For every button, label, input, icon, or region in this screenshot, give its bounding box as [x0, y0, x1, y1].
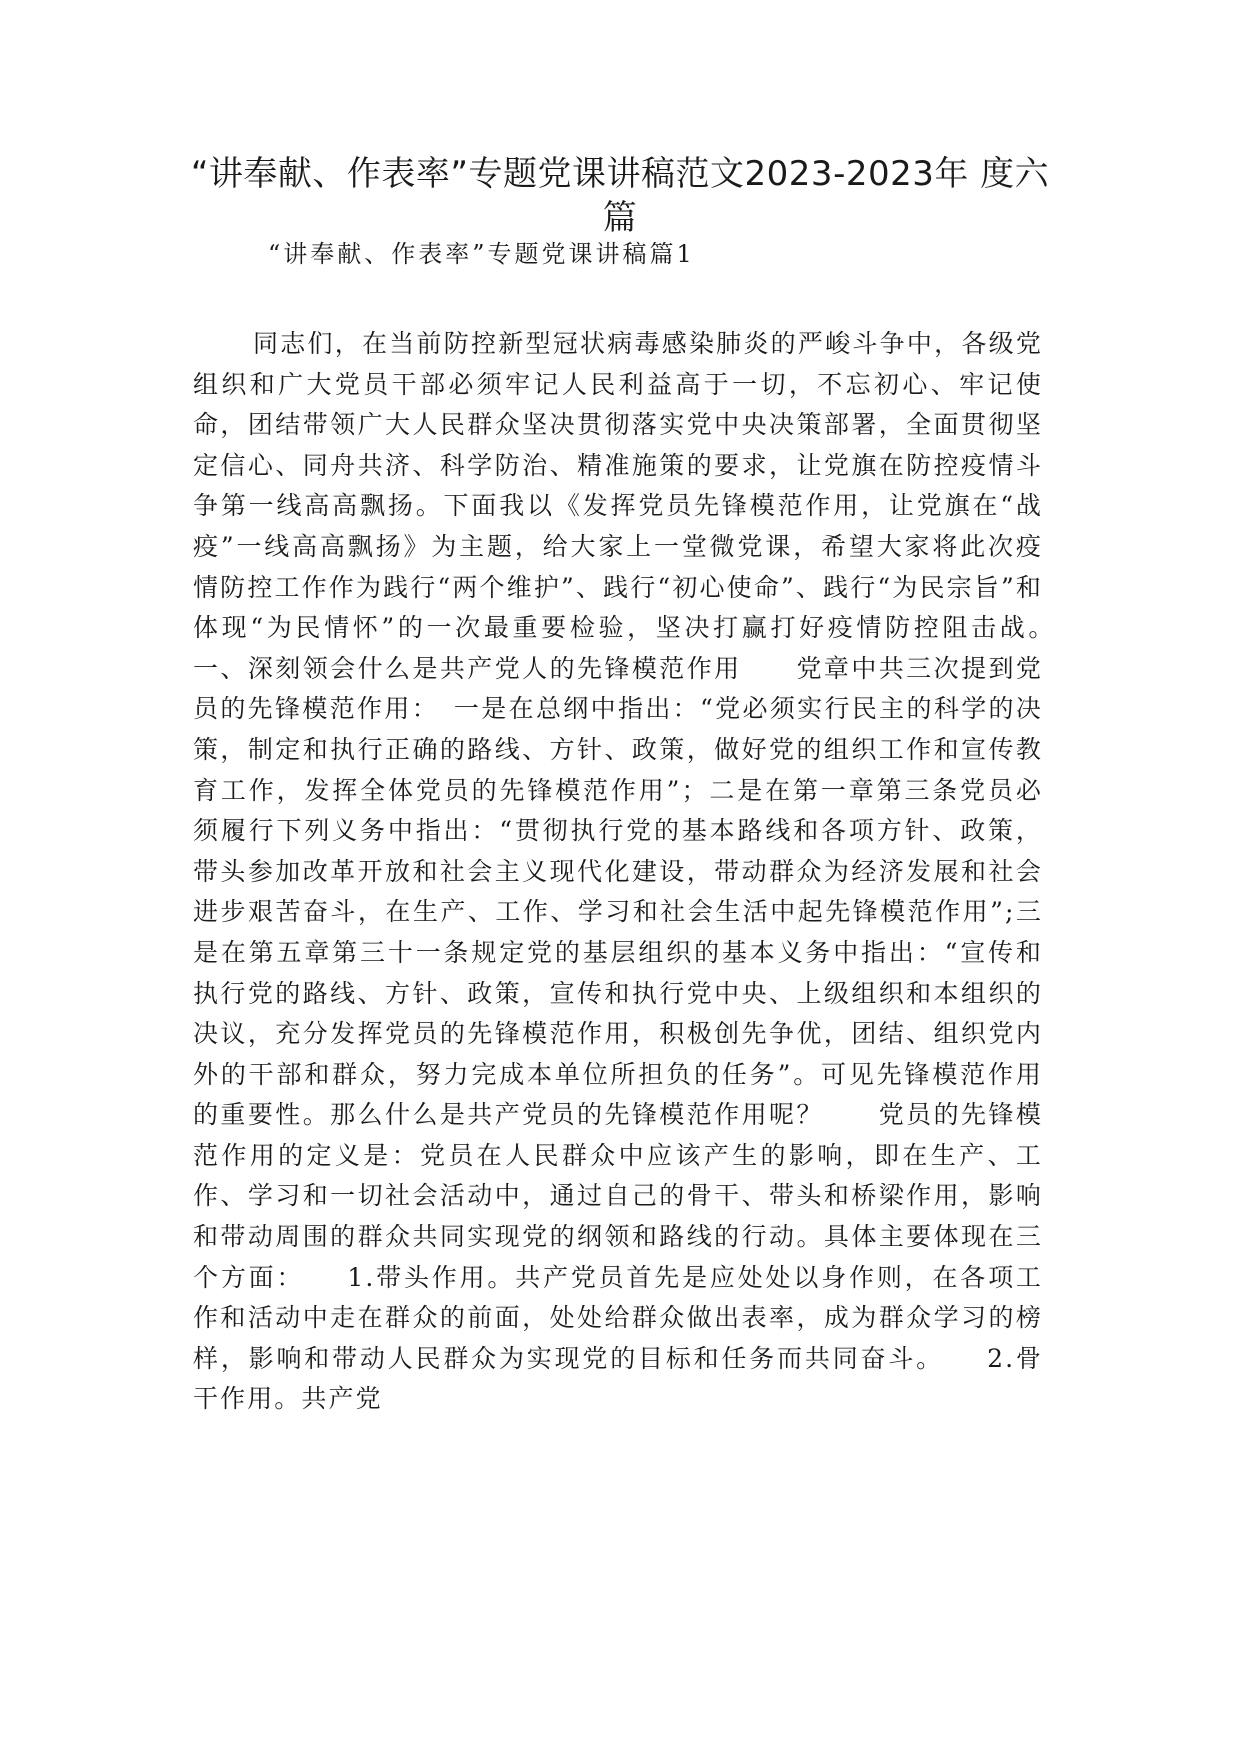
body-paragraph: 同志们，在当前防控新型冠状病毒感染肺炎的严峻斗争中，各级党组织和广大党员干部必须牢记人民利益高于一切，不忘初心、牢记使命，团结带领广大人民群众坚决贯彻落实党中央决策部署，全面贯彻坚定信心、同舟共济、科学防治、精准施策的要求，让党旗在防控疫情斗争第一线高高飘扬。下面我以《发挥党员先锋模范作用，让党旗在“战疫”一线高高飘扬》为主题，给大家上一堂微党课，希望大家将此次疫情防控工作作为践行“两个维护”、践行“初心使命”、践行“为民宗旨”和体现“为民情怀”的一次最重要检验，坚决打赢打好疫情防控阻击战。 一、深刻领会什么是共产党人的先锋模范作用 党章中共三次提到党员的先锋模范作用： 一是在总纲中指出：“党必须实行民主的科学的决策，制定和执行正确的路线、方针、政策，做好党的组织工作和宣传教育工作，发挥全体党员的先锋模范作用”；二是在第一章第三条党员必须履行下列义务中指出：“贯彻执行党的基本路线和各项方针、政策，带头参加改革开放和社会主义现代化建设，带动群众为经济发展和社会进步艰苦奋斗，在生产、工作、学习和社会生活中起先锋模范作用”;三是在第五章第三十一条规定党的基层组织的基本义务中指出：“宣传和执行党的路线、方针、政策，宣传和执行党中央、上级组织和本组织的决议，充分发挥党员的先锋模范作用，积极创先争优，团结、组织党内外的干部和群众，努力完成本单位所担负的任务”。可见先锋模范作用的重要性。那么什么是共产党员的先锋模范作用呢？ 党员的先锋模范作用的定义是：党员在人民群众中应该产生的影响，即在生产、工作、学习和一切社会活动中，通过自己的骨干、带头和桥梁作用，影响和带动周围的群众共同实现党的纲领和路线的行动。具体主要体现在三个方面： 1.带头作用。共产党员首先是应处处以身作则，在各项工作和活动中走在群众的前面，处处给群众做出表率，成为群众学习的榜样，影响和带动人民群众为实现党的目标和任务而共同奋斗。 2.骨干作用。共产党: [193, 329, 1098, 1414]
document-title: “讲奉献、作表率”专题党课讲稿范文2023-2023年 度六篇: [190, 154, 1050, 238]
document-subtitle: “讲奉献、作表率”专题党课讲稿篇1: [268, 240, 695, 268]
